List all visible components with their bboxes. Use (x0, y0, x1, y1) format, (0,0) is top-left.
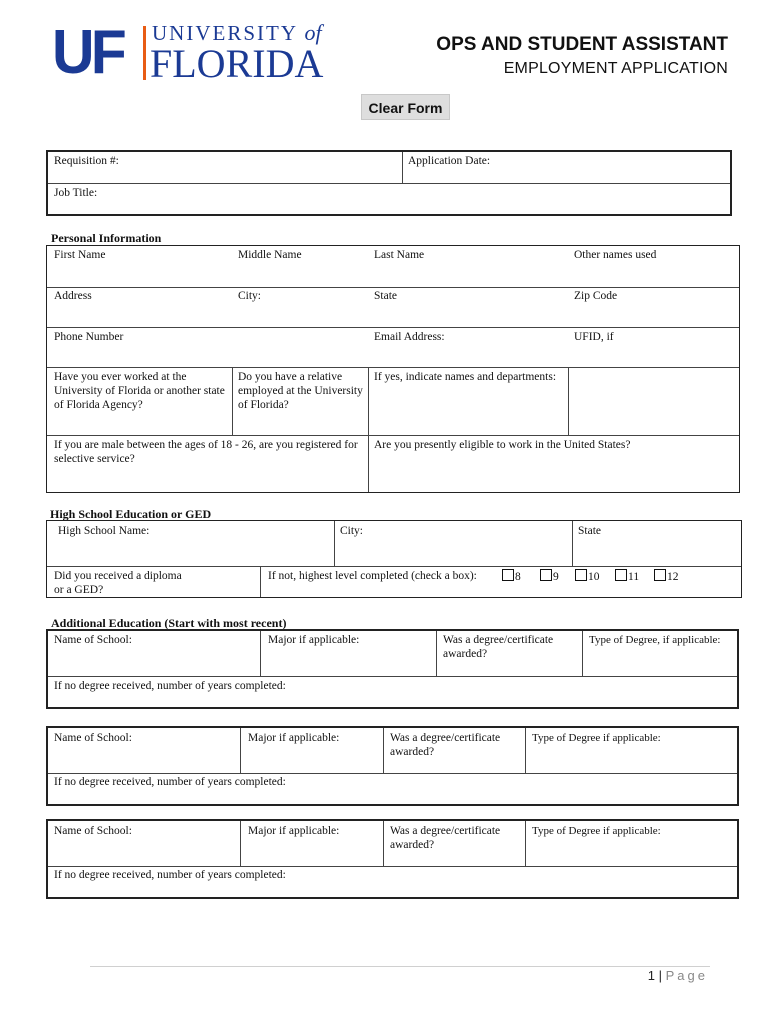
divider (582, 631, 583, 676)
requisition-field[interactable]: Requisition #: (54, 155, 119, 167)
grade-8-checkbox[interactable] (502, 569, 521, 584)
grade-label: 11 (628, 571, 640, 583)
other-names-field[interactable]: Other names used (574, 249, 657, 261)
grade-label: 12 (667, 571, 679, 583)
form-subtitle: EMPLOYMENT APPLICATION (503, 60, 728, 77)
ufid-field[interactable]: UFID, if (574, 331, 614, 343)
divider (525, 821, 526, 866)
state-field[interactable]: State (374, 290, 397, 302)
divider (402, 152, 403, 183)
logo-florida-text: FLORIDA (150, 41, 324, 86)
logo-of: of (304, 20, 322, 45)
major-field[interactable]: Major if applicable: (248, 825, 340, 837)
divider (240, 821, 241, 866)
divider (48, 866, 737, 867)
footer-divider (90, 966, 710, 967)
grade-label: 8 (515, 571, 521, 583)
email-field[interactable]: Email Address: (374, 331, 445, 343)
logo-divider (143, 26, 146, 80)
page-number (648, 968, 708, 983)
divider (47, 435, 739, 436)
divider (568, 368, 569, 435)
school-name-field[interactable]: Name of School: (54, 732, 132, 744)
major-field[interactable]: Major if applicable: (268, 634, 360, 646)
degree-awarded-question[interactable]: Was a degree/certificate awarded? (390, 825, 501, 851)
grade-10-checkbox[interactable] (575, 569, 600, 584)
divider (260, 567, 261, 597)
form-title: OPS AND STUDENT ASSISTANT (436, 34, 728, 55)
divider (47, 367, 739, 368)
relative-employed-question[interactable]: Do you have a relative employed at the University of Florida? (238, 371, 363, 411)
worked-at-uf-question[interactable]: Have you ever worked at the University of Florida or another state of Florida Agency? (54, 371, 225, 411)
personal-info-heading: Personal Information (51, 231, 162, 245)
high-school-name-field[interactable]: High School Name: (58, 525, 150, 537)
years-completed-field[interactable]: If no degree received, number of years completed: (54, 776, 286, 788)
divider (525, 728, 526, 773)
divider (48, 183, 730, 184)
divider (334, 521, 335, 566)
school-name-field[interactable]: Name of School: (54, 634, 132, 646)
grade-label: 9 (553, 571, 559, 583)
divider (260, 631, 261, 676)
grade-11-checkbox[interactable] (615, 569, 639, 584)
diploma-question[interactable]: Did you received a diploma or a GED? (54, 570, 182, 596)
first-name-field[interactable]: First Name (54, 249, 106, 261)
logo-university: UNIVERSITY (152, 21, 298, 45)
clear-form-button[interactable]: Clear Form (361, 94, 450, 120)
selective-service-question[interactable]: If you are male between the ages of 18 - 26, are you registered for selective service? (54, 439, 358, 465)
divider (48, 773, 737, 774)
grade-12-checkbox[interactable] (654, 569, 679, 584)
years-completed-field[interactable]: If no degree received, number of years completed: (54, 869, 286, 881)
years-completed-field[interactable]: If no degree received, number of years completed: (54, 680, 286, 692)
address-field[interactable]: Address (54, 290, 92, 302)
relative-names-field[interactable]: If yes, indicate names and departments: (374, 371, 557, 383)
checkbox-icon (575, 569, 587, 581)
checkbox-icon (502, 569, 514, 581)
additional-education-heading: Additional Education (Start with most recent) (51, 616, 287, 630)
checkbox-icon (654, 569, 666, 581)
divider (368, 368, 369, 492)
divider (383, 728, 384, 773)
high-school-heading: High School Education or GED (50, 507, 212, 521)
city-field[interactable]: City: (238, 290, 262, 302)
uf-logo-mark: UF (52, 18, 123, 87)
divider (48, 676, 737, 677)
degree-awarded-question[interactable]: Was a degree/certificate awarded? (443, 634, 554, 660)
page-separator: | (658, 968, 662, 983)
phone-field[interactable]: Phone Number (54, 331, 124, 343)
page-number-value: 1 (647, 968, 655, 983)
grade-label: 10 (588, 571, 600, 583)
middle-name-field[interactable]: Middle Name (238, 249, 302, 261)
high-school-state-field[interactable]: State (578, 525, 601, 537)
divider (232, 368, 233, 435)
divider (572, 521, 573, 566)
divider (47, 327, 739, 328)
divider (240, 728, 241, 773)
high-school-city-field[interactable]: City: (340, 525, 364, 537)
divider (436, 631, 437, 676)
work-eligibility-question[interactable]: Are you presently eligible to work in the United States? (374, 439, 631, 451)
degree-type-field[interactable]: Type of Degree, if applicable: (589, 634, 721, 646)
major-field[interactable]: Major if applicable: (248, 732, 340, 744)
degree-awarded-question[interactable]: Was a degree/certificate awarded? (390, 732, 501, 758)
job-title-field[interactable]: Job Title: (54, 187, 98, 199)
highest-level-label: If not, highest level completed (check a box): (268, 570, 477, 582)
divider (47, 287, 739, 288)
page-word: Page (665, 968, 708, 983)
checkbox-icon (540, 569, 552, 581)
application-date-field[interactable]: Application Date: (408, 155, 491, 167)
checkbox-icon (615, 569, 627, 581)
divider (383, 821, 384, 866)
last-name-field[interactable]: Last Name (374, 249, 425, 261)
school-name-field[interactable]: Name of School: (54, 825, 132, 837)
zip-field[interactable]: Zip Code (574, 290, 618, 302)
grade-9-checkbox[interactable] (540, 569, 559, 584)
divider (47, 566, 741, 567)
degree-type-field[interactable]: Type of Degree if applicable: (532, 732, 661, 744)
degree-type-field[interactable]: Type of Degree if applicable: (532, 825, 661, 837)
